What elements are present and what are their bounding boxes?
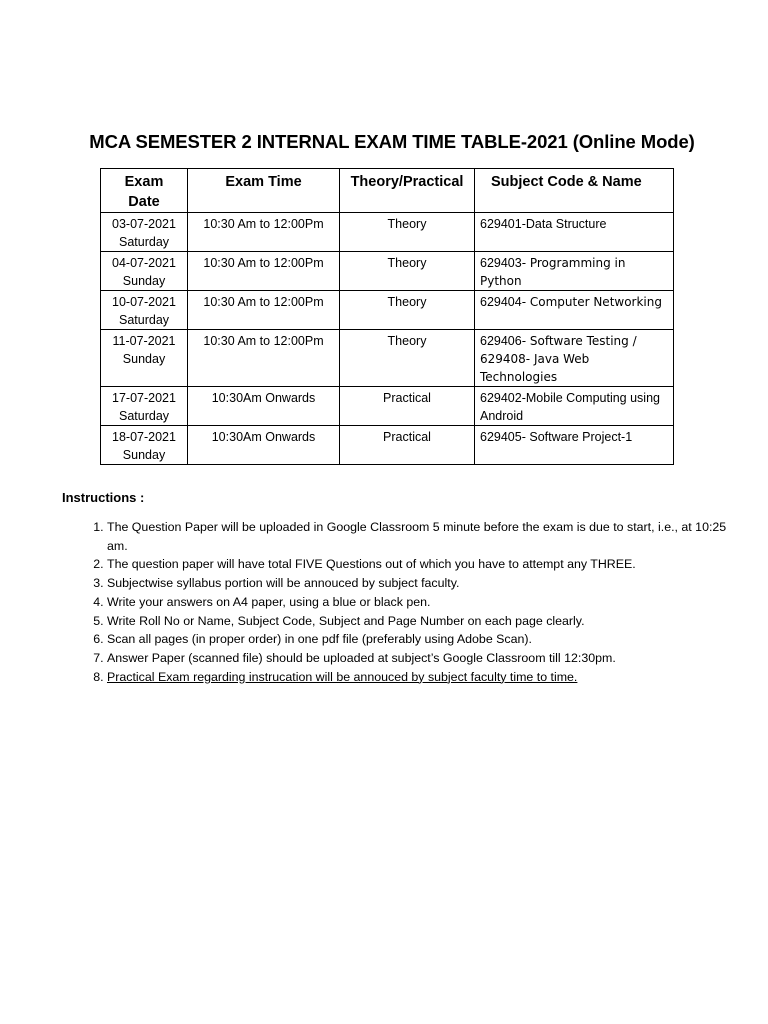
subject-cell [475, 426, 674, 465]
instruction-item: 3. Subjectwise syllabus portion will be annouced by subject faculty. [107, 574, 747, 593]
exam-date-cell [101, 291, 188, 330]
exam-type-cell: Theory [340, 330, 475, 387]
instruction-item: 2. The question paper will have total FIVE Questions out of which you have to attempt any THREE. [107, 555, 747, 574]
table-row [101, 387, 674, 426]
subject-code: 629401 [480, 217, 522, 231]
exam-type-cell: Theory [340, 252, 475, 291]
subject-code: 629403 [480, 256, 522, 270]
exam-type-cell: Practical [340, 426, 475, 465]
subject-name: - Software Project-1 [521, 430, 633, 444]
exam-date: 18-07-2021 [112, 430, 176, 444]
exam-timetable [100, 168, 674, 465]
exam-date-cell [101, 213, 188, 252]
instruction-item: 6. Scan all pages (in proper order) in one pdf file (preferably using Adobe Scan). [107, 630, 747, 649]
exam-day: Saturday [118, 313, 170, 327]
exam-day: Saturday [118, 409, 170, 423]
instruction-item: 1. The Question Paper will be uploaded in Google Classroom 5 minute before the exam is due to start, i.e., at 10:25 am. [107, 518, 747, 555]
instructions-list [62, 518, 747, 686]
exam-time-cell: 10:30Am Onwards [188, 426, 340, 465]
subject-code: 629406 [480, 334, 522, 348]
exam-day: Sunday [122, 448, 166, 462]
exam-time-cell: 10:30 Am to 12:00Pm [188, 252, 340, 291]
exam-day: Sunday [122, 352, 166, 366]
subject-code: 629404 [480, 295, 522, 309]
instruction-item: 8. Practical Exam regarding instrucation will be annouced by subject faculty time to time. [107, 668, 747, 687]
subject-name: -Mobile Computing using Android [480, 391, 660, 423]
subject-code: 629405 [480, 430, 522, 444]
exam-date: 03-07-2021 [112, 217, 176, 231]
header-exam-date-line2: Date [128, 194, 160, 210]
exam-date-cell [101, 387, 188, 426]
subject-name: -Data Structure [521, 217, 607, 231]
exam-type-cell: Practical [340, 387, 475, 426]
exam-type-cell: Theory [340, 213, 475, 252]
document-title: MCA SEMESTER 2 INTERNAL EXAM TIME TABLE-2021 (Online Mode) [89, 131, 695, 152]
header-theory-practical: Theory/Practical [340, 169, 475, 213]
exam-date: 17-07-2021 [112, 391, 176, 405]
table-row [101, 330, 674, 387]
subject-cell [475, 252, 674, 291]
header-exam-date [101, 169, 188, 213]
subject-code: 629402 [480, 391, 522, 405]
exam-day: Saturday [118, 235, 170, 249]
subject-name: - Programming in Python [480, 256, 626, 288]
table-row [101, 252, 674, 291]
exam-date-cell [101, 330, 188, 387]
exam-time-cell: 10:30 Am to 12:00Pm [188, 291, 340, 330]
exam-day: Sunday [122, 274, 166, 288]
header-exam-date-line1: Exam [124, 174, 164, 190]
instructions-heading: Instructions : [62, 490, 145, 505]
table-row [101, 426, 674, 465]
instruction-item: 7. Answer Paper (scanned file) should be uploaded at subject’s Google Classroom till 12:30pm. [107, 649, 747, 668]
exam-time-cell: 10:30 Am to 12:00Pm [188, 330, 340, 387]
table-header-row [101, 169, 674, 213]
exam-date: 11-07-2021 [112, 334, 176, 348]
subject-name: - Software Testing / 629408- Java Web Technologies [480, 334, 637, 384]
exam-time-cell: 10:30 Am to 12:00Pm [188, 213, 340, 252]
exam-date: 04-07-2021 [112, 256, 176, 270]
table-row [101, 213, 674, 252]
subject-name: - Computer Networking [521, 295, 662, 309]
header-subject: Subject Code & Name [475, 169, 674, 213]
exam-date: 10-07-2021 [112, 295, 176, 309]
subject-cell [475, 330, 674, 387]
exam-type-cell: Theory [340, 291, 475, 330]
instruction-item: 5. Write Roll No or Name, Subject Code, Subject and Page Number on each page clearly. [107, 612, 747, 631]
subject-cell [475, 213, 674, 252]
subject-cell [475, 387, 674, 426]
exam-date-cell [101, 426, 188, 465]
instruction-item: 4. Write your answers on A4 paper, using a blue or black pen. [107, 593, 747, 612]
table-row [101, 291, 674, 330]
exam-time-cell: 10:30Am Onwards [188, 387, 340, 426]
subject-cell [475, 291, 674, 330]
exam-date-cell [101, 252, 188, 291]
header-exam-time: Exam Time [188, 169, 340, 213]
